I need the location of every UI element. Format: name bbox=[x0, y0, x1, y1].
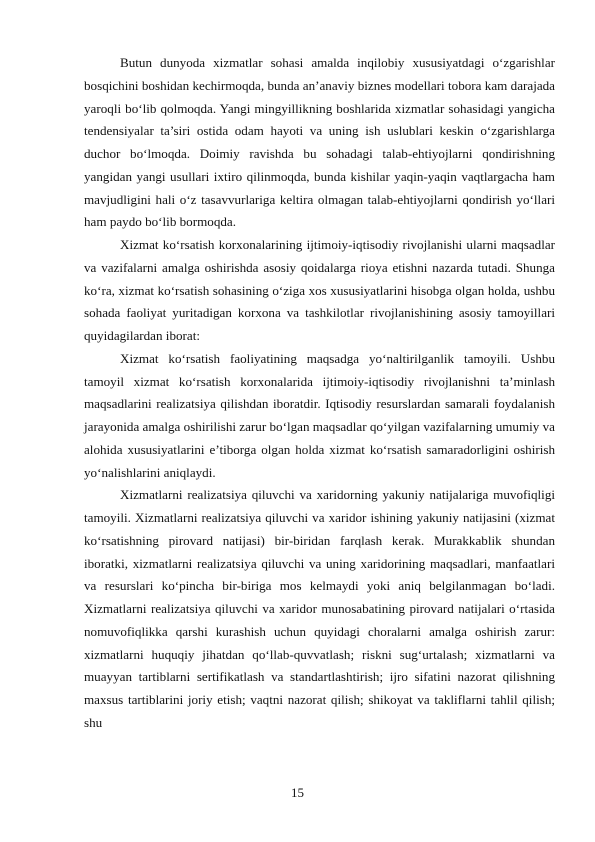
paragraph-1: Butun dunyoda xizmatlar sohasi amalda inqilobiy xususiyatdagi o‘zgarishlar bosqichini boshidan kechirmoqda, bunda an’anaviy biznes modellari tobora kam darajada yaroqli bo‘lib qolmoqda. Yangi mingyillikning boshlarida xizmatlar sohasidagi yangicha tendensiyalar ta’siri ostida odam hayoti va uning ish uslublari keskin o‘zgarishlarga duchor bo‘lmoqda. Doimiy ravishda bu sohadagi talab-ehtiyojlarni qondirishning yangidan yangi usullari ixtiro qilinmoqda, bunda kishilar yaqin-yaqin vaqtlargacha ham mavjudligini hali o‘z tasavvurlariga keltira olmagan talab-ehtiyojlarni qondirish yo‘llari ham paydo bo‘lib bormoqda. bbox=[84, 55, 555, 230]
paragraph-3: Xizmat ko‘rsatish faoliyatining maqsadga yo‘naltirilganlik tamoyili. Ushbu tamoyil xizmat ko‘rsatish korxonalarida ijtimoiy-iqtisodiy rivojlanishni ta’minlash maqsadlarini realizatsiya qilishdan iboratdir. Iqtisodiy resurslardan samarali foydalanish jarayonida amalga oshirilishi zarur bo‘lgan maqsadlar qo‘yilgan vazifalarning umumiy va alohida xususiyatlarini e’tiborga olgan holda xizmat ko‘rsatish samaradorligini oshirish yo‘nalishlarini aniqlaydi. bbox=[84, 350, 555, 480]
page-number: 15 bbox=[291, 785, 304, 800]
document-body bbox=[84, 52, 555, 735]
paragraph-2: Xizmat ko‘rsatish korxonalarining ijtimoiy-iqtisodiy rivojlanishi ularni maqsadlar va vazifalarni amalga oshirishda asosiy qoidalarga rioya etishni nazarda tutadi. Shunga ko‘ra, xizmat ko‘rsatish sohasining o‘ziga xos xususiyatlarini hisobga olgan holda, ushbu sohada faoliyat yuritadigan korxona va tashkilotlar rivojlanishining asosiy tamoyillari quyidagilardan iborat: bbox=[84, 237, 555, 343]
paragraph-4: Xizmatlarni realizatsiya qiluvchi va xaridorning yakuniy natijalariga muvofiqligi tamoyili. Xizmatlarni realizatsiya qiluvchi va xaridor ishining yakuniy natijasini (xizmat ko‘rsatishning pirovard natijasi) bir-biridan farqlash kerak. Murakkablik shundan iboratki, xizmatlarni realizatsiya qiluvchi va uning xaridorining maqsadlari, manfaatlari va resurslari ko‘pincha bir-biriga mos kelmaydi yoki aniq belgilanmagan bo‘ladi. Xizmatlarni realizatsiya qiluvchi va xaridor munosabatining pirovard natijalari o‘rtasida nomuvofiqlikka qarshi kurashish uchun quyidagi choralarni amalga oshirish zarur: xizmatlarni huquqiy jihatdan qo‘llab-quvvatlash; riskni sug‘urtalash; xizmatlarni va muayyan tartiblarni sertifikatlash va standartlashtirish; ijro sifatini nazorat qilishning maxsus tartiblarini joriy etish; vaqtni nazorat qilish; shikoyat va takliflarni tahlil qilish; shu bbox=[84, 487, 555, 730]
